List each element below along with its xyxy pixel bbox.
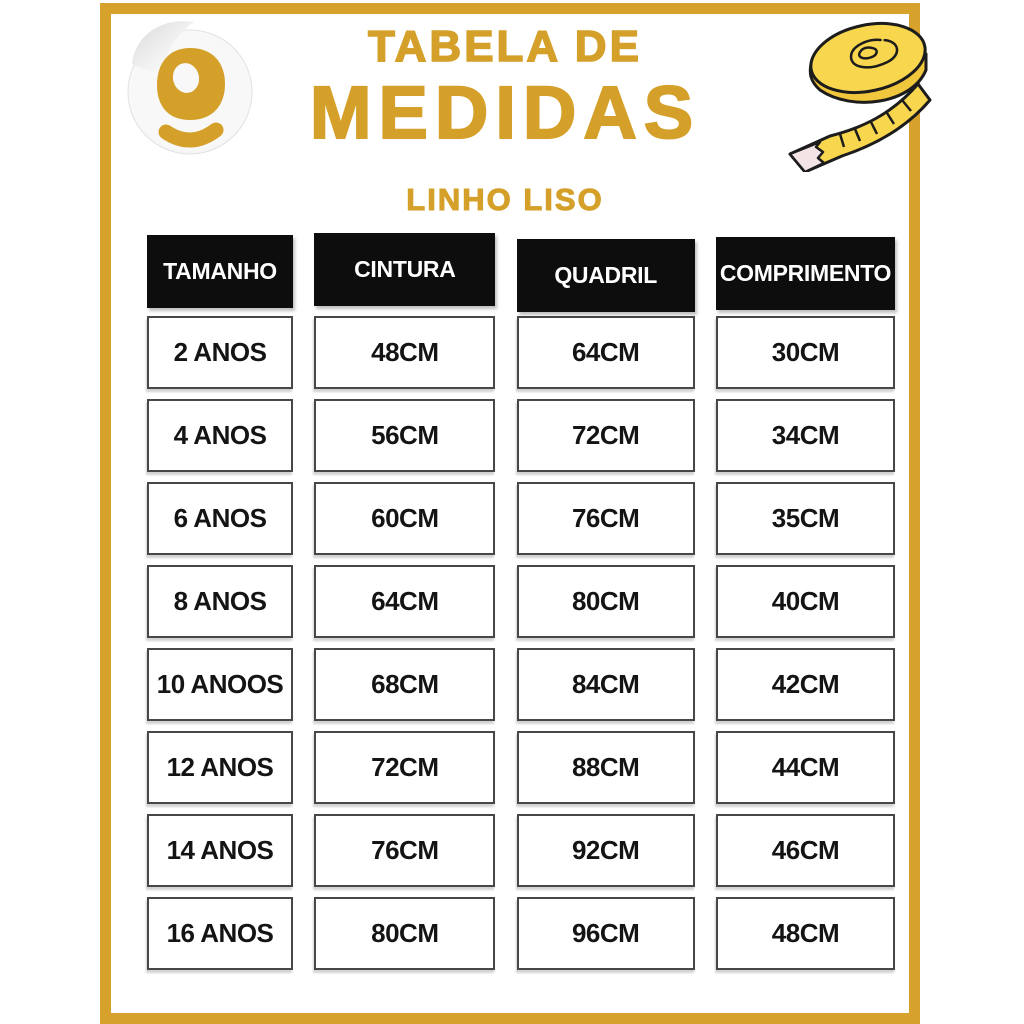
fabric-subtitle: LINHO LISO xyxy=(406,182,604,218)
page-title-line1: TABELA DE xyxy=(368,22,642,71)
column-header-cintura: CINTURA xyxy=(314,233,495,306)
page-title-line2: MEDIDAS xyxy=(309,71,701,155)
column-header-quadril: QUADRIL xyxy=(517,239,695,312)
size-cell: 4 ANOS xyxy=(147,399,293,472)
size-cell: 16 ANOS xyxy=(147,897,293,970)
waist-cell: 68CM xyxy=(314,648,495,721)
length-cell: 34CM xyxy=(716,399,895,472)
length-cell: 48CM xyxy=(716,897,895,970)
hip-cell: 80CM xyxy=(517,565,695,638)
hip-cell: 96CM xyxy=(517,897,695,970)
hip-cell: 64CM xyxy=(517,316,695,389)
hip-cell: 72CM xyxy=(517,399,695,472)
waist-cell: 76CM xyxy=(314,814,495,887)
length-cell: 46CM xyxy=(716,814,895,887)
waist-cell: 56CM xyxy=(314,399,495,472)
size-cell: 10 ANOOS xyxy=(147,648,293,721)
title-block xyxy=(280,24,730,218)
length-cell: 30CM xyxy=(716,316,895,389)
length-cell: 35CM xyxy=(716,482,895,555)
hip-cell: 88CM xyxy=(517,731,695,804)
size-cell: 6 ANOS xyxy=(147,482,293,555)
length-cell: 44CM xyxy=(716,731,895,804)
brand-sticker-logo xyxy=(122,12,256,160)
size-cell: 14 ANOS xyxy=(147,814,293,887)
waist-cell: 64CM xyxy=(314,565,495,638)
size-table xyxy=(147,233,895,970)
size-cell: 2 ANOS xyxy=(147,316,293,389)
column-header-comprimento: COMPRIMENTO xyxy=(716,237,895,310)
hip-cell: 92CM xyxy=(517,814,695,887)
hip-cell: 76CM xyxy=(517,482,695,555)
waist-cell: 72CM xyxy=(314,731,495,804)
length-cell: 42CM xyxy=(716,648,895,721)
length-cell: 40CM xyxy=(716,565,895,638)
hip-cell: 84CM xyxy=(517,648,695,721)
sticker-logo-icon xyxy=(122,12,256,160)
size-cell: 8 ANOS xyxy=(147,565,293,638)
waist-cell: 60CM xyxy=(314,482,495,555)
size-cell: 12 ANOS xyxy=(147,731,293,804)
measuring-tape-icon xyxy=(760,14,962,172)
measuring-tape-svg xyxy=(760,14,962,172)
waist-cell: 48CM xyxy=(314,316,495,389)
waist-cell: 80CM xyxy=(314,897,495,970)
column-header-tamanho: TAMANHO xyxy=(147,235,293,308)
